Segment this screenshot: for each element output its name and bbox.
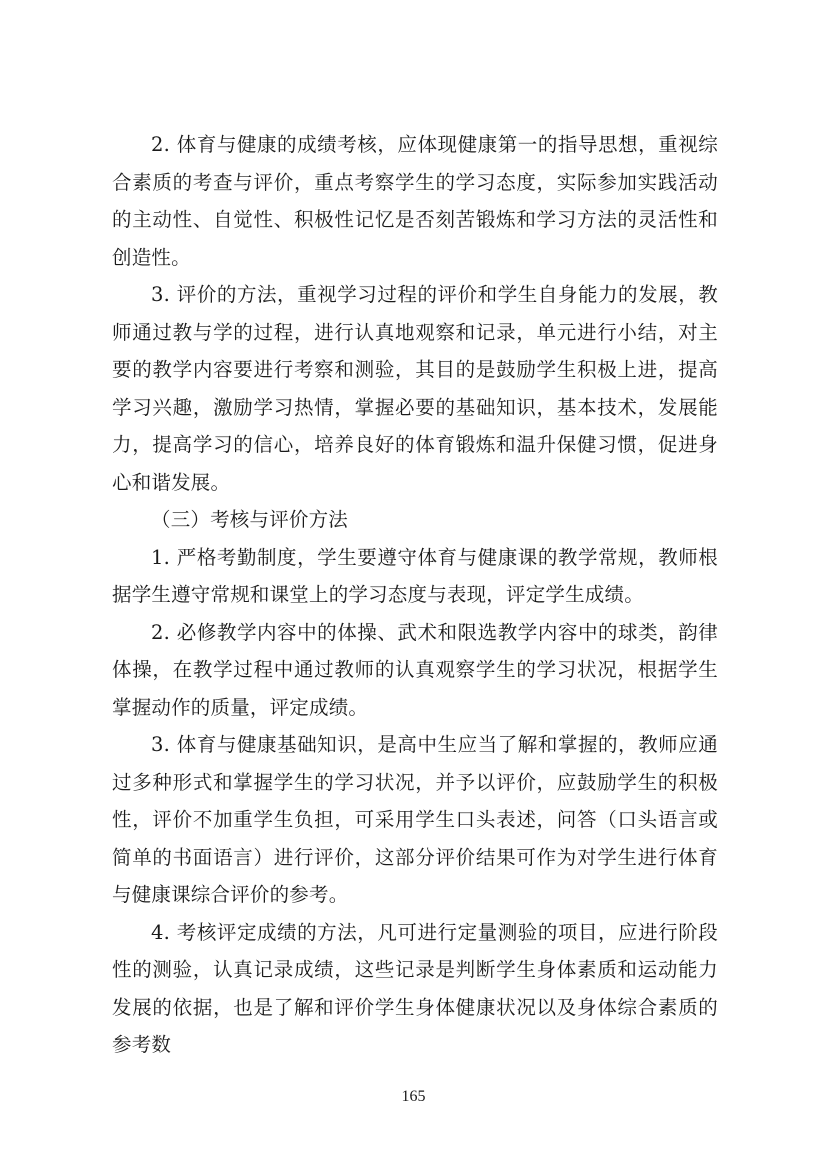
paragraph-3-basic-knowledge: 3. 体育与健康基础知识，是高中生应当了解和掌握的，教师应通过多种形式和掌握学生的学习状况，并予以评价，应鼓励学生的积极性，评价不加重学生负担，可采用学生口头表述，问答（口头语言或简单的书面语言）进行评价，这部分评价结果可作为对学生进行体育与健康课综合评价的参考。 xyxy=(112,733,718,906)
page-number: 165 xyxy=(401,1088,426,1105)
paragraph-2-required-content: 2. 必修教学内容中的体操、武术和限选教学内容中的球类，韵律体操，在教学过程中通过教师的认真观察学生的学习状况，根据学生掌握动作的质量，评定成绩。 xyxy=(112,620,718,719)
page-body xyxy=(112,126,718,1064)
section-heading-assessment-methods: （三）考核与评价方法 xyxy=(151,508,349,531)
paragraph-1-attendance: 1. 严格考勤制度，学生要遵守体育与健康课的教学常规，教师根据学生遵守常规和课堂上的学习态度与表现，评定学生成绩。 xyxy=(112,545,718,606)
paragraph-3-evaluation-method: 3. 评价的方法，重视学习过程的评价和学生自身能力的发展，教师通过教与学的过程，进行认真地观察和记录，单元进行小结，对主要的教学内容要进行考察和测验，其目的是鼓励学生积极上进，提高学习兴趣，激励学习热情，掌握必要的基础知识，基本技术，发展能力，提高学习的信心，培养良好的体育锻炼和温升保健习惯，促进身心和谐发展。 xyxy=(112,283,718,494)
paragraph-4-grading-method: 4. 考核评定成绩的方法，凡可进行定量测验的项目，应进行阶段性的测验，认真记录成绩，这些记录是判断学生身体素质和运动能力发展的依据，也是了解和评价学生身体健康状况以及身体综合素质的参考数 xyxy=(112,920,718,1056)
paragraph-2-grade-assessment: 2. 体育与健康的成绩考核，应体现健康第一的指导思想，重视综合素质的考查与评价，重点考察学生的学习态度，实际参加实践活动的主动性、自觉性、积极性记忆是否刻苦锻炼和学习方法的灵活性和创造性。 xyxy=(112,133,718,269)
